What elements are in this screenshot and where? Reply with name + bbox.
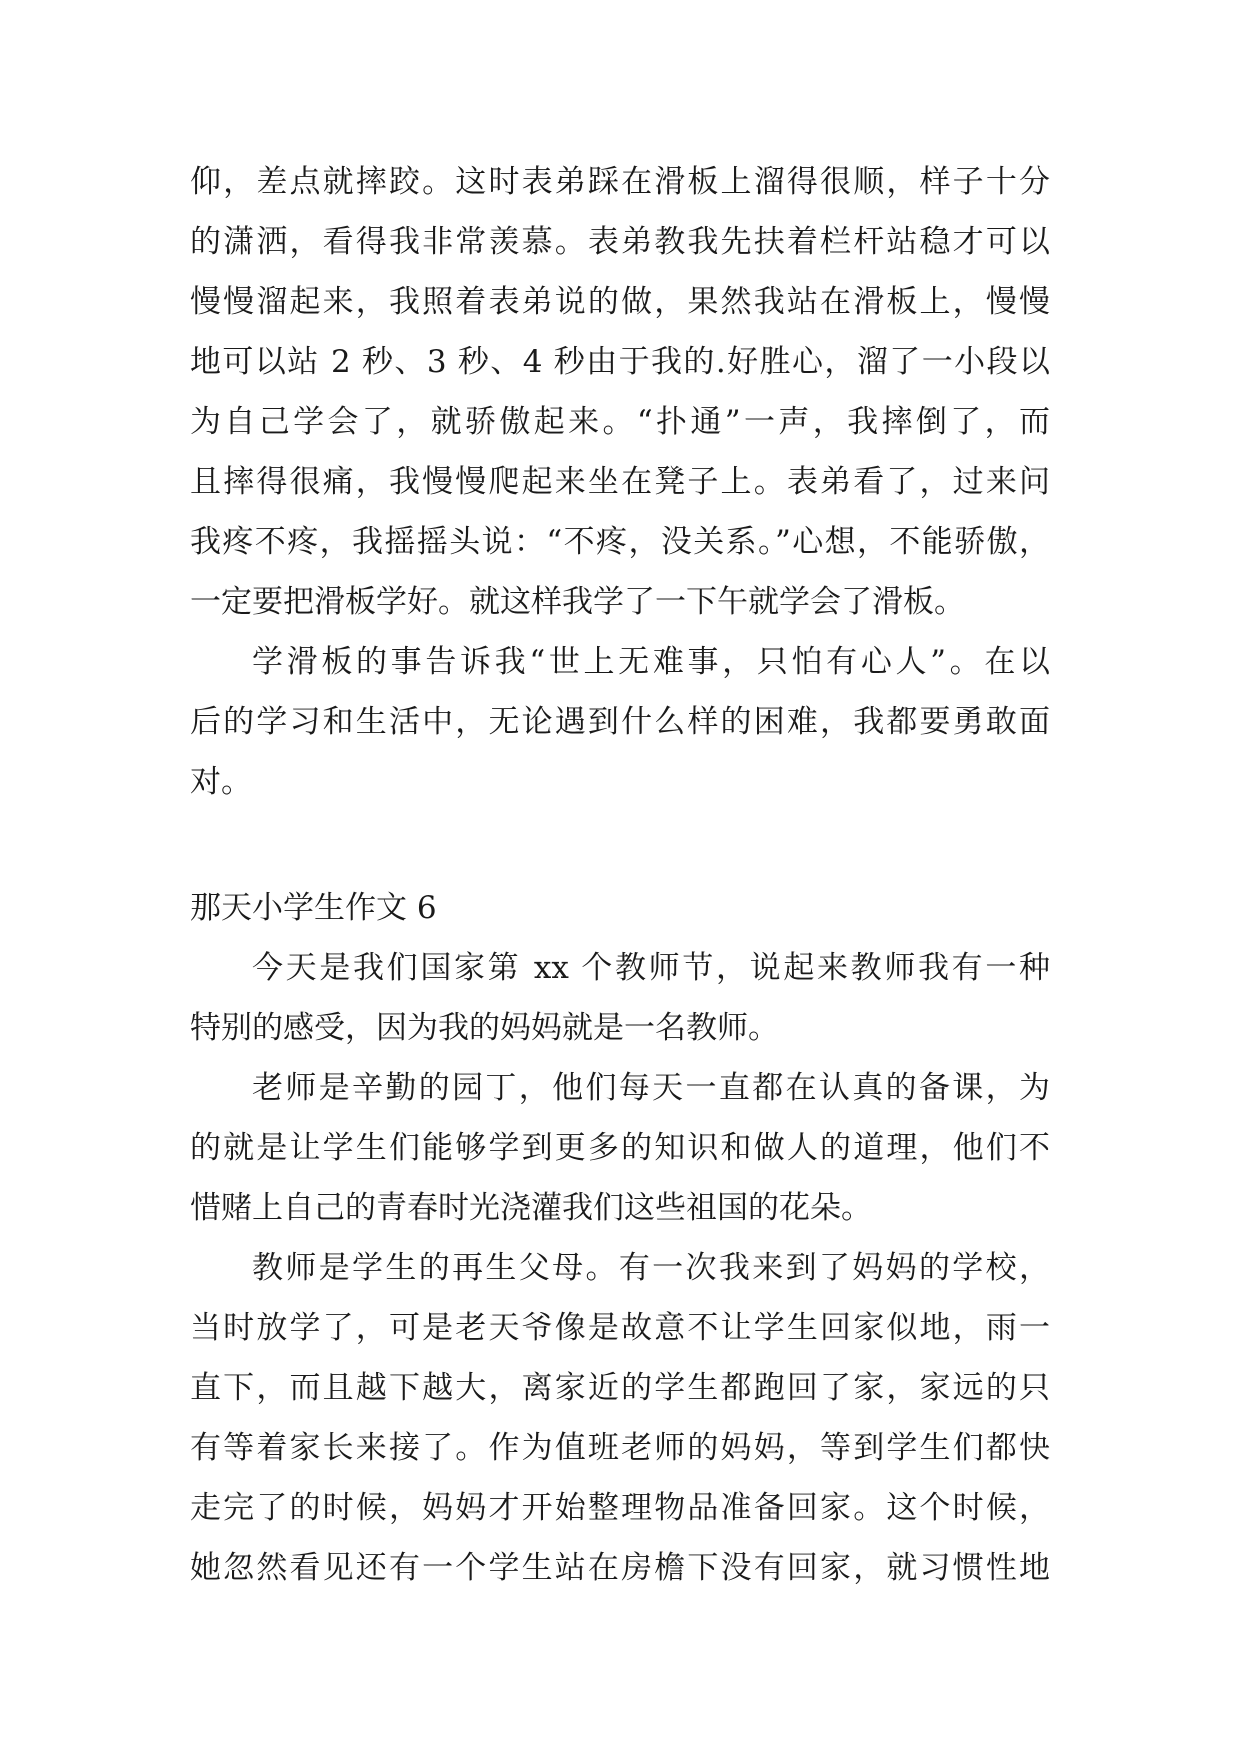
text-line: 我疼不疼，我摇摇头说：“不疼，没关系。”心想，不能骄傲， bbox=[190, 524, 1050, 560]
text-line: 且摔得很痛，我慢慢爬起来坐在凳子上。表弟看了，过来问 bbox=[190, 464, 1050, 500]
text-line: 惜赌上自己的青春时光浇灌我们这些祖国的花朵。 bbox=[190, 1190, 872, 1226]
paragraph-first-line: 教师是学生的再生父母。有一次我来到了妈妈的学校， bbox=[252, 1250, 1050, 1286]
text-line: 一定要把滑板学好。就这样我学了一下午就学会了滑板。 bbox=[190, 584, 965, 620]
text-line: 的潇洒，看得我非常羡慕。表弟教我先扶着栏杆站稳才可以 bbox=[190, 224, 1050, 260]
text-line: 慢慢溜起来，我照着表弟说的做，果然我站在滑板上，慢慢 bbox=[190, 284, 1050, 320]
text-line: 对。 bbox=[190, 764, 252, 800]
text-line: 她忽然看见还有一个学生站在房檐下没有回家，就习惯性地 bbox=[190, 1550, 1050, 1586]
text-line: 的就是让学生们能够学到更多的知识和做人的道理，他们不 bbox=[190, 1130, 1050, 1166]
text-line: 有等着家长来接了。作为值班老师的妈妈，等到学生们都快 bbox=[190, 1430, 1050, 1466]
section-heading: 那天小学生作文 6 bbox=[190, 890, 437, 926]
paragraph-first-line: 今天是我们国家第 xx 个教师节，说起来教师我有一种 bbox=[252, 950, 1050, 986]
paragraph-first-line: 老师是辛勤的园丁，他们每天一直都在认真的备课，为 bbox=[252, 1070, 1050, 1106]
text-line: 特别的感受，因为我的妈妈就是一名教师。 bbox=[190, 1010, 779, 1046]
text-line: 为自己学会了，就骄傲起来。“扑通”一声，我摔倒了，而 bbox=[190, 404, 1050, 440]
paragraph-first-line: 学滑板的事告诉我“世上无难事，只怕有心人”。在以 bbox=[252, 644, 1050, 680]
text-line: 仰，差点就摔跤。这时表弟踩在滑板上溜得很顺，样子十分 bbox=[190, 164, 1050, 200]
text-line: 后的学习和生活中，无论遇到什么样的困难，我都要勇敢面 bbox=[190, 704, 1050, 740]
text-line: 地可以站 2 秒、3 秒、4 秒由于我的.好胜心，溜了一小段以 bbox=[190, 344, 1050, 380]
text-line: 走完了的时候，妈妈才开始整理物品准备回家。这个时候， bbox=[190, 1490, 1050, 1526]
text-line: 当时放学了，可是老天爷像是故意不让学生回家似地，雨一 bbox=[190, 1310, 1050, 1346]
text-line: 直下，而且越下越大，离家近的学生都跑回了家，家远的只 bbox=[190, 1370, 1050, 1406]
